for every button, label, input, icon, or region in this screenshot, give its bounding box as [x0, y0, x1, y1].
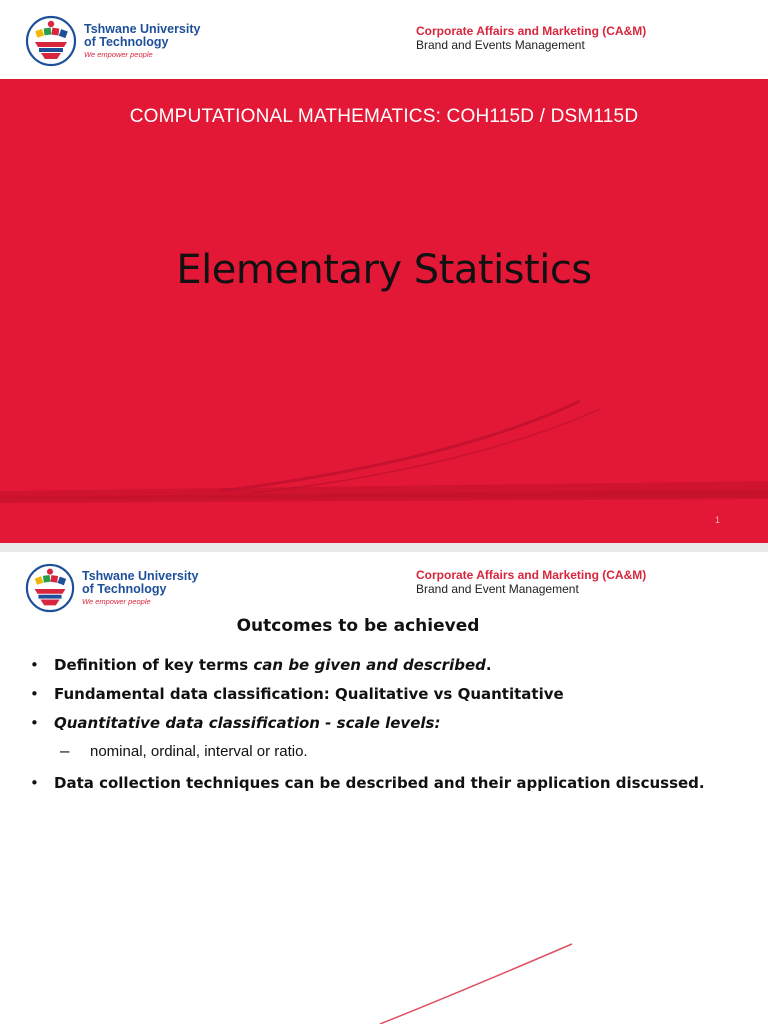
- main-title: Elementary Statistics: [176, 247, 592, 293]
- bullet-text-1c: .: [485, 656, 492, 674]
- header-line2: Brand and Event Management: [416, 581, 579, 596]
- list-item: [30, 656, 750, 685]
- list-item: [30, 774, 750, 803]
- sub-list-item: [30, 743, 750, 774]
- header-line1: Corporate Affairs and Marketing (CA&M): [416, 24, 647, 38]
- bullet-dot: •: [30, 656, 39, 674]
- sub-bullet-dash: –: [60, 741, 70, 760]
- page-number: 1: [715, 515, 721, 525]
- logo-tagline: We empower people: [84, 50, 153, 60]
- logo-name-line1: Tshwane University: [84, 21, 201, 36]
- outcomes-slide: [0, 552, 768, 1024]
- title-panel: [0, 79, 768, 543]
- outcomes-list: [30, 656, 750, 803]
- list-item: [30, 685, 750, 714]
- header-line2: Brand and Events Management: [416, 37, 585, 52]
- bullet-text-3: Quantitative data classification - scale levels:: [54, 714, 441, 732]
- list-item: [30, 714, 750, 743]
- tut-emblem-icon: [24, 562, 76, 614]
- bullet-text-1b: can be given and described: [253, 656, 486, 674]
- tut-logo: [24, 14, 200, 68]
- slide-separator: [0, 543, 768, 552]
- logo-name-line2: of Technology: [82, 582, 167, 597]
- course-title: COMPUTATIONAL MATHEMATICS: COH115D / DSM115D: [129, 106, 639, 127]
- header-department: [416, 569, 646, 597]
- outcomes-heading: Outcomes to be achieved: [236, 616, 480, 636]
- logo-name-line2: of Technology: [84, 35, 169, 50]
- bullet-text-1a: Definition of key terms: [54, 656, 254, 674]
- bullet-dot: •: [30, 685, 39, 703]
- header-department: [416, 25, 646, 53]
- bullet-dot: •: [30, 774, 39, 792]
- header-line1: Corporate Affairs and Marketing (CA&M): [416, 568, 647, 582]
- bullet-text-2: Fundamental data classification: Qualitative vs Quantitative: [54, 685, 564, 703]
- tut-emblem-icon: [24, 14, 78, 68]
- bullet-text-4: Data collection techniques can be described and their application discussed.: [54, 774, 705, 792]
- decorative-swoosh: [0, 79, 768, 543]
- tut-logo: [24, 562, 198, 614]
- logo-tagline: We empower people: [82, 597, 151, 607]
- logo-name-line1: Tshwane University: [82, 568, 199, 583]
- bullet-dot: •: [30, 714, 39, 732]
- sub-bullet-text: nominal, ordinal, interval or ratio.: [90, 743, 308, 760]
